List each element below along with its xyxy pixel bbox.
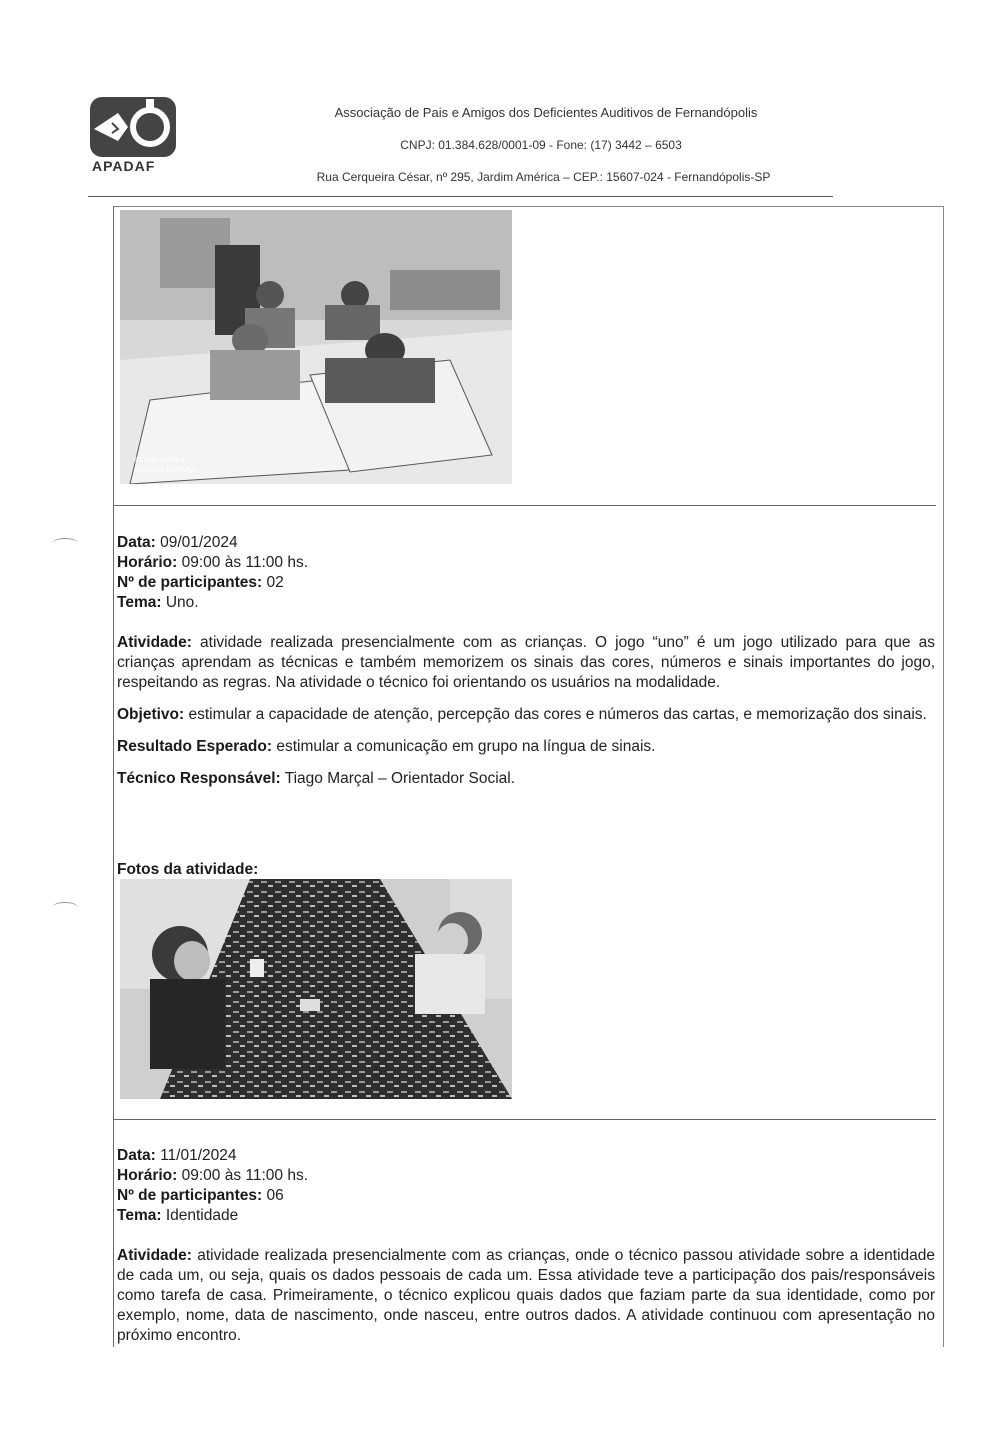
horario-label: Horário: <box>117 554 178 571</box>
tema-value: Identidade <box>165 1207 239 1224</box>
atividade-label: Atividade: <box>117 634 192 651</box>
atividade-label: Atividade: <box>117 1247 192 1264</box>
objetivo-label: Objetivo: <box>117 706 185 723</box>
header-divider <box>88 196 833 197</box>
participantes-label: Nº de participantes: <box>117 1187 263 1204</box>
association-name: Associação de Pais e Amigos dos Deficientes Auditivos de Fernandópolis <box>334 105 758 120</box>
data-value: 11/01/2024 <box>160 1147 237 1164</box>
watermark-line1: REDMI NOTE 8 <box>134 456 186 464</box>
data-label: Data: <box>117 1147 156 1164</box>
data-value: 09/01/2024 <box>160 534 238 551</box>
atividade-text: atividade realizada presencialmente com as crianças, onde o técnico passou atividade sobre a identidade de cada um, ou seja, quais os dados pessoais de cada um. Essa atividade teve a participação dos pais/responsáveis como tarefa de casa. Primeiramente, o técnico explicou quais dados que faziam parte da sua identidade, como por exemplo, nome, data de nascimento, onde nasceu, entre outros dados. A atividade continuou com apresentação no próximo encontro. <box>117 1247 935 1344</box>
watermark-line2: AI QUAD CAMERA <box>134 466 196 474</box>
tecnico-label: Técnico Responsável: <box>117 770 281 787</box>
atividade-text: atividade realizada presencialmente com as crianças. O jogo “uno” é um jogo utilizado para que as crianças aprendam as técnicas e também memorizem os sinais das cores, números e sinais importantes do jogo, respeitando as regras. Na atividade o técnico foi orientando os usuários na modalidade. <box>117 634 935 691</box>
tecnico-text: Tiago Marçal – Orientador Social. <box>284 770 516 787</box>
objetivo-text: estimular a capacidade de atenção, percepção das cores e números das cartas, e memorização dos sinais. <box>188 706 927 723</box>
tema-value: Uno. <box>165 594 199 611</box>
scan-edge-mark <box>52 538 78 549</box>
entry-1 <box>117 533 935 789</box>
activity-photo-classroom <box>120 210 512 484</box>
scan-edge-mark <box>52 902 78 913</box>
horario-value: 09:00 às 11:00 hs. <box>181 554 309 571</box>
activity-photo-uno-game <box>120 879 512 1099</box>
horario-value: 09:00 às 11:00 hs. <box>181 1167 309 1184</box>
horario-label: Horário: <box>117 1167 178 1184</box>
resultado-label: Resultado Esperado: <box>117 738 273 755</box>
resultado-text: estimular a comunicação em grupo na língua de sinais. <box>276 738 656 755</box>
fotos-label: Fotos da atividade: <box>117 861 259 878</box>
cnpj-phone: CNPJ: 01.384.628/0001-09 - Fone: (17) 3442 – 6503 <box>400 138 682 152</box>
entry-2 <box>117 1146 935 1431</box>
tema-label: Tema: <box>117 1207 162 1224</box>
logo-text: APADAF <box>92 158 156 174</box>
address: Rua Cerqueira César, nº 295, Jardim América – CEP.: 15607-024 - Fernandópolis-SP <box>316 170 771 184</box>
participantes-value: 02 <box>266 574 284 591</box>
tema-label: Tema: <box>117 594 162 611</box>
data-label: Data: <box>117 534 156 551</box>
section-divider <box>113 1119 936 1120</box>
participantes-label: Nº de participantes: <box>117 574 263 591</box>
section-divider <box>113 505 936 506</box>
participantes-value: 06 <box>266 1187 284 1204</box>
